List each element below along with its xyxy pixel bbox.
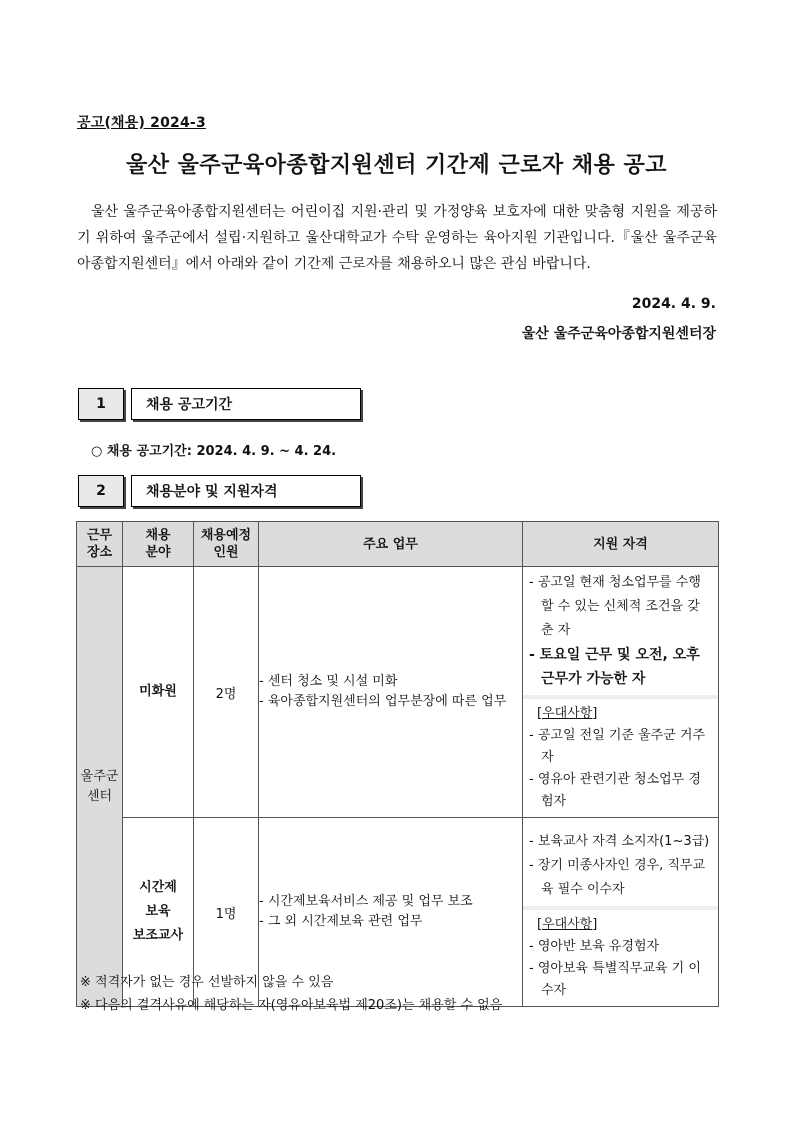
location-line1: 울주군 <box>80 768 119 784</box>
preference-item: - 공고일 전일 기준 울주군 거주자 <box>529 728 706 765</box>
duty-item: - 그 외 시간제보육 관련 업무 <box>259 914 423 929</box>
period-line: ○ 채용 공고기간: 2024. 4. 9. ~ 4. 24. <box>91 444 337 459</box>
notice-date: 2024. 4. 9. <box>631 296 716 312</box>
header-count <box>194 522 259 567</box>
issuer: 울산 울주군육아종합지원센터장 <box>521 326 716 342</box>
field-line1: 시간제 <box>139 880 177 895</box>
qualification-item: - 장기 미종사자인 경우, 직무교육 필수 이수자 <box>529 858 706 897</box>
duty-item: - 육아종합지원센터의 업무분장에 따른 업무 <box>259 694 507 709</box>
table-header-row <box>77 522 719 567</box>
duties-cell <box>259 567 523 818</box>
duty-item: - 시간제보육서비스 제공 및 업무 보조 <box>259 894 473 909</box>
location-line2: 센터 <box>86 788 113 804</box>
header-field-line1: 채용 <box>145 528 171 543</box>
qualification-item: - 공고일 현재 청소업무를 수행할 수 있는 신체적 조건을 갖춘 자 <box>529 575 701 638</box>
preference-label: [우대사항] <box>537 917 598 932</box>
preference-block <box>523 906 718 1006</box>
preference-label: [우대사항] <box>537 706 598 721</box>
qualification-main <box>523 567 718 695</box>
field-cell: 미화원 <box>123 567 194 818</box>
count-cell: 1명 <box>194 818 259 1007</box>
qualifications-cell <box>523 567 719 818</box>
table-row <box>77 567 719 818</box>
recruitment-table <box>76 521 719 1007</box>
count-cell: 2명 <box>194 567 259 818</box>
qualifications-cell <box>523 818 719 1007</box>
preference-item: - 영아보육 특별직무교육 기 이수자 <box>529 961 701 998</box>
qualification-item: - 보육교사 자격 소지자(1~3급) <box>529 834 710 849</box>
section-1-number: 1 <box>78 388 124 420</box>
location-cell <box>77 567 123 1007</box>
duty-item: - 센터 청소 및 시설 미화 <box>259 674 398 689</box>
preference-item: - 영유아 관련기관 청소업무 경험자 <box>529 772 701 809</box>
section-2-label: 채용분야 및 지원자격 <box>131 475 361 507</box>
field-line3: 보조교사 <box>132 928 184 943</box>
header-location-line1: 근무 <box>86 528 113 543</box>
notice-number: 공고(채용) 2024-3 <box>77 115 206 131</box>
header-duties: 주요 업무 <box>259 522 523 567</box>
header-location-line2: 장소 <box>86 545 113 560</box>
preference-item: - 영아반 보육 유경험자 <box>529 939 660 954</box>
page-title: 울산 울주군육아종합지원센터 기간제 근로자 채용 공고 <box>125 153 668 178</box>
preference-block <box>523 695 718 817</box>
header-location <box>77 522 123 567</box>
section-2-number: 2 <box>78 475 124 507</box>
footnote: ※ 다음의 결격사유에 해당하는 자(영유아보육법 제20조)는 채용할 수 없음 <box>80 998 503 1013</box>
field-line2: 보육 <box>145 904 171 919</box>
qualification-item-emphasis: - 토요일 근무 및 오전, 오후 근무가 가능한 자 <box>529 647 700 687</box>
header-count-line2: 인원 <box>213 545 239 560</box>
qualification-main <box>523 818 718 906</box>
header-field <box>123 522 194 567</box>
section-1-label: 채용 공고기간 <box>131 388 361 420</box>
intro-paragraph: 울산 울주군육아종합지원센터는 어린이집 지원·관리 및 가정양육 보호자에 대한 맞춤형 지원을 제공하기 위하여 울주군에서 설립·지원하고 울산대학교가 수탁 운영하는 육아지원 기관입니다.『울산 울주군육아종합지원센터』에서 아래와 같이 기간제 근로자를 채용하오니 많은 관심 바랍니다. <box>77 204 717 272</box>
header-field-line2: 분야 <box>145 545 171 560</box>
footnote: ※ 적격자가 없는 경우 선발하지 않을 수 있음 <box>80 975 334 990</box>
header-qualifications: 지원 자격 <box>523 522 719 567</box>
header-count-line1: 채용예정 <box>200 528 252 543</box>
